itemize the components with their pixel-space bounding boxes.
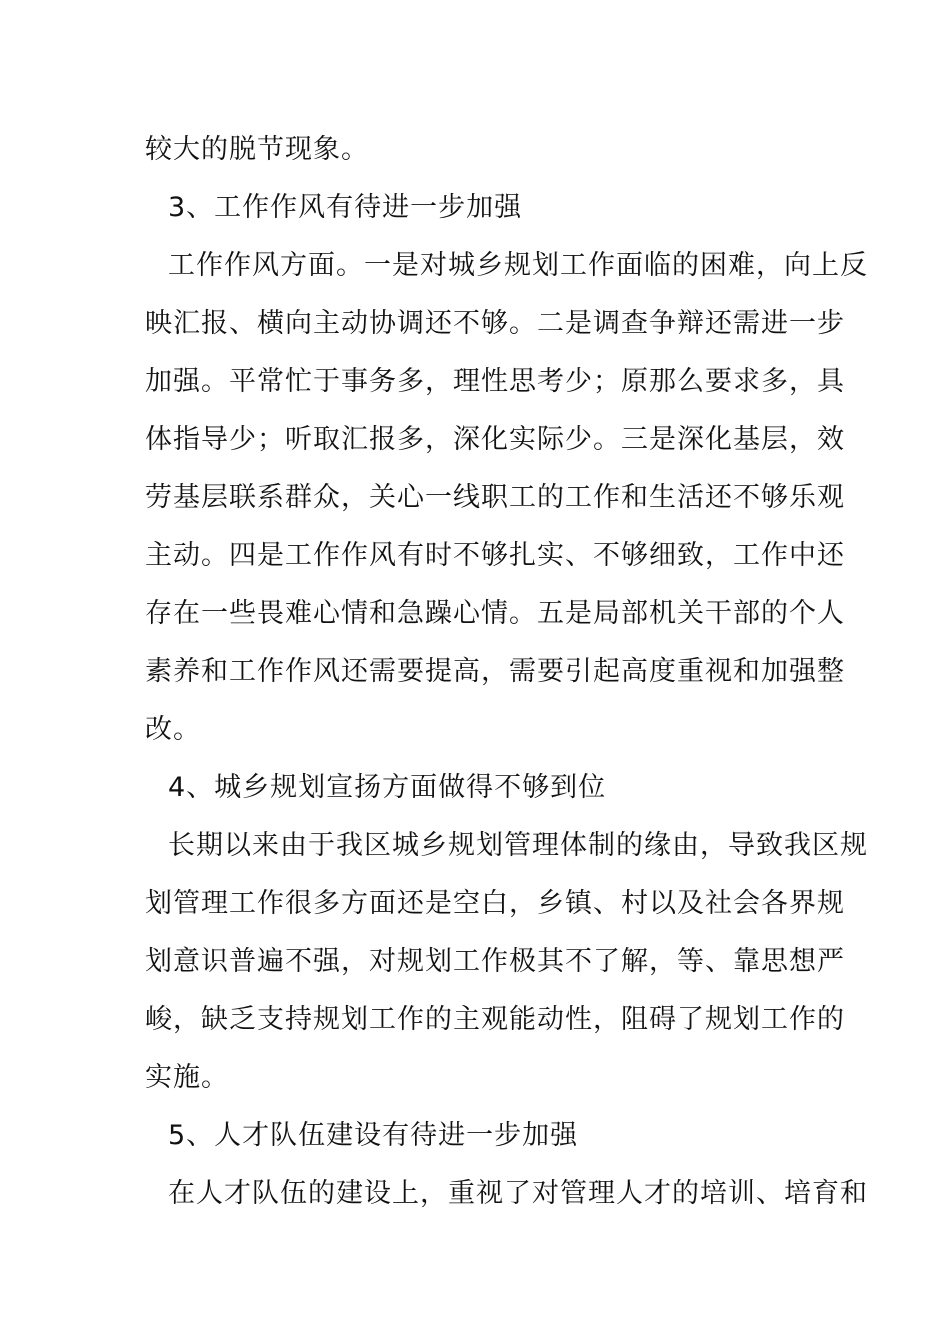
body-text-line: 划管理工作很多方面还是空白，乡镇、村以及社会各界规 bbox=[145, 888, 845, 919]
body-text-line: 划意识普遍不强，对规划工作极其不了解，等、靠思想严 bbox=[145, 946, 845, 977]
body-text-line: 较大的脱节现象。 bbox=[145, 134, 369, 165]
body-text-line: 体指导少；听取汇报多，深化实际少。三是深化基层，效 bbox=[145, 424, 845, 455]
body-text-line: 峻，缺乏支持规划工作的主观能动性，阻碍了规划工作的 bbox=[145, 1004, 845, 1035]
section-heading-3: 3、工作作风有待进一步加强 bbox=[168, 192, 523, 223]
body-text-line: 加强。平常忙于事务多，理性思考少；原那么要求多，具 bbox=[145, 366, 845, 397]
body-text-line: 长期以来由于我区城乡规划管理体制的缘由，导致我区规 bbox=[168, 830, 868, 861]
body-text-line: 改。 bbox=[145, 714, 201, 745]
body-text-line: 素养和工作作风还需要提高，需要引起高度重视和加强整 bbox=[145, 656, 845, 687]
body-text-line: 在人才队伍的建设上，重视了对管理人才的培训、培育和 bbox=[168, 1178, 868, 1209]
body-text-line: 实施。 bbox=[145, 1062, 229, 1093]
body-text-line: 存在一些畏难心情和急躁心情。五是局部机关干部的个人 bbox=[145, 598, 845, 629]
section-heading-4: 4、城乡规划宣扬方面做得不够到位 bbox=[168, 772, 607, 803]
body-text-line: 主动。四是工作作风有时不够扎实、不够细致，工作中还 bbox=[145, 540, 845, 571]
section-heading-5: 5、人才队伍建设有待进一步加强 bbox=[168, 1120, 579, 1151]
body-text-line: 映汇报、横向主动协调还不够。二是调查争辩还需进一步 bbox=[145, 308, 845, 339]
body-text-line: 工作作风方面。一是对城乡规划工作面临的困难，向上反 bbox=[168, 250, 868, 281]
body-text-line: 劳基层联系群众，关心一线职工的工作和生活还不够乐观 bbox=[145, 482, 845, 513]
